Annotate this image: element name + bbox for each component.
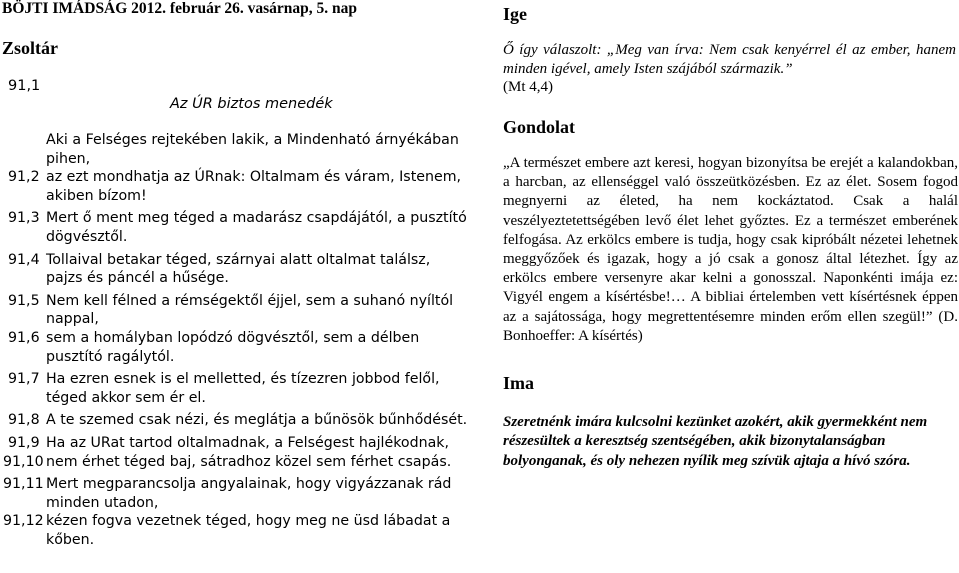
verse-number: 91,10: [3, 453, 44, 470]
ima-prayer: Szeretnénk imára kulcsolni kezünket azokért, akik gyermekként nem részesültek a keresztség szentségében, akik bizonytalanságban bolyonganak, és oly nehezen nyílik meg szívük ajtaja a hívó szóra.: [503, 414, 928, 469]
verse-text: Nem kell félned a rémségektől éjjel, sem a suhanó nyíltól nappal,: [46, 292, 454, 328]
verse-number: 91,8: [8, 412, 40, 429]
verse-text: Mert ő ment meg téged a madarász csapdájától, a pusztító dögvésztől.: [46, 210, 467, 245]
verse-number: 91,2: [8, 169, 40, 186]
verse: [0, 512, 470, 549]
verse: [0, 168, 470, 205]
verse: [0, 453, 470, 472]
verse-number: 91,5: [8, 292, 40, 309]
verse-number: 91,7: [8, 371, 40, 388]
page-header: BÖJTI IMÁDSÁG 2012. február 26. vasárnap, 5. nap: [2, 0, 357, 17]
verse-text: sem a homályban lopódzó dögvésztől, sem a délben pusztító ragálytól.: [46, 329, 420, 365]
verse-number: 91,9: [8, 434, 40, 451]
verse-text: Ha az URat tartod oltalmadnak, a Felségest hajlékodnak,: [46, 434, 450, 451]
ige-quote: Ő így válaszolt: „Meg van írva: Nem csak kenyérrel él az ember, hanem minden igével, amely Isten szájából származik.”: [503, 42, 956, 77]
psalm-verses: [0, 131, 470, 549]
verse-number: 91,4: [8, 251, 40, 268]
verse-text: kézen fogva vezetnek téged, hogy meg ne üsd lábadat a kőben.: [46, 513, 451, 548]
verse: [0, 329, 470, 366]
verse-text: A te szemed csak nézi, és meglátja a bűnösök bűnhődését.: [46, 412, 468, 429]
verse: [0, 131, 470, 168]
ige-reference: (Mt 4,4): [503, 79, 553, 95]
gondolat-text: „A természet embere azt keresi, hogyan bizonyítsa be erejét a kalandokban, a harcban, az ellenséggel való összeütközésben. Ez az élet. Sosem fogod megnyerni az életed, ha nem kockáztatod. Csak a halál veszélyeztetettségében levő élet lehet győztes. Ez a természet emberének felfogása. Az erkölcs embere is tudja, hogy csak kipróbált nézetei lehetnek meggyőzőek és igazak, hogy a jó csak a gonosz által létezhet. Így az erkölcs embere versenyre akar kelni a gonosszal. Naponkénti imája ez: Vigyél engem a kísértésbe!… A bibliai értelemben vett kísértésnek éppen az a sajátossága, hogy megrettentésemre minden erőm ellen szegül!” (D. Bonhoeffer: A kísértés): [503, 155, 958, 344]
zsoltar-heading: Zsoltár: [2, 38, 58, 58]
verse: [0, 370, 470, 407]
verse: [0, 209, 470, 246]
verse: [0, 434, 470, 453]
gondolat-heading: Gondolat: [503, 117, 576, 137]
ige-heading: Ige: [503, 4, 527, 24]
verse-text: Ha ezren esnek is el melletted, és tízezren jobbod felől, téged akkor sem ér el.: [46, 371, 440, 406]
verse: [0, 475, 470, 512]
verse-number: 91,3: [8, 210, 40, 227]
psalm-title: Az ÚR biztos menedék: [170, 96, 333, 112]
verse-text: Tollaival betakar téged, szárnyai alatt oltalmat találsz, pajzs és páncél a hűsége.: [46, 251, 431, 287]
verse-number: 91,11: [3, 476, 44, 493]
ima-heading: Ima: [503, 373, 534, 393]
verse-number: 91,6: [8, 329, 40, 346]
verse-text: az ezt mondhatja az ÚRnak: Oltalmam és váram, Istenem, akiben bízom!: [46, 169, 462, 204]
verse: [0, 292, 470, 329]
verse: [0, 411, 470, 430]
verse: [0, 251, 470, 288]
psalm-number: 91,1: [8, 78, 41, 94]
verse-text: Mert megparancsolja angyalainak, hogy vigyázzanak rád minden utadon,: [46, 476, 452, 511]
verse-text: nem érhet téged baj, sátradhoz közel sem férhet csapás.: [46, 453, 452, 470]
verse-number: 91,12: [3, 513, 44, 530]
verse-text: Aki a Felséges rejtekében lakik, a Mindenható árnyékában pihen,: [46, 132, 459, 167]
